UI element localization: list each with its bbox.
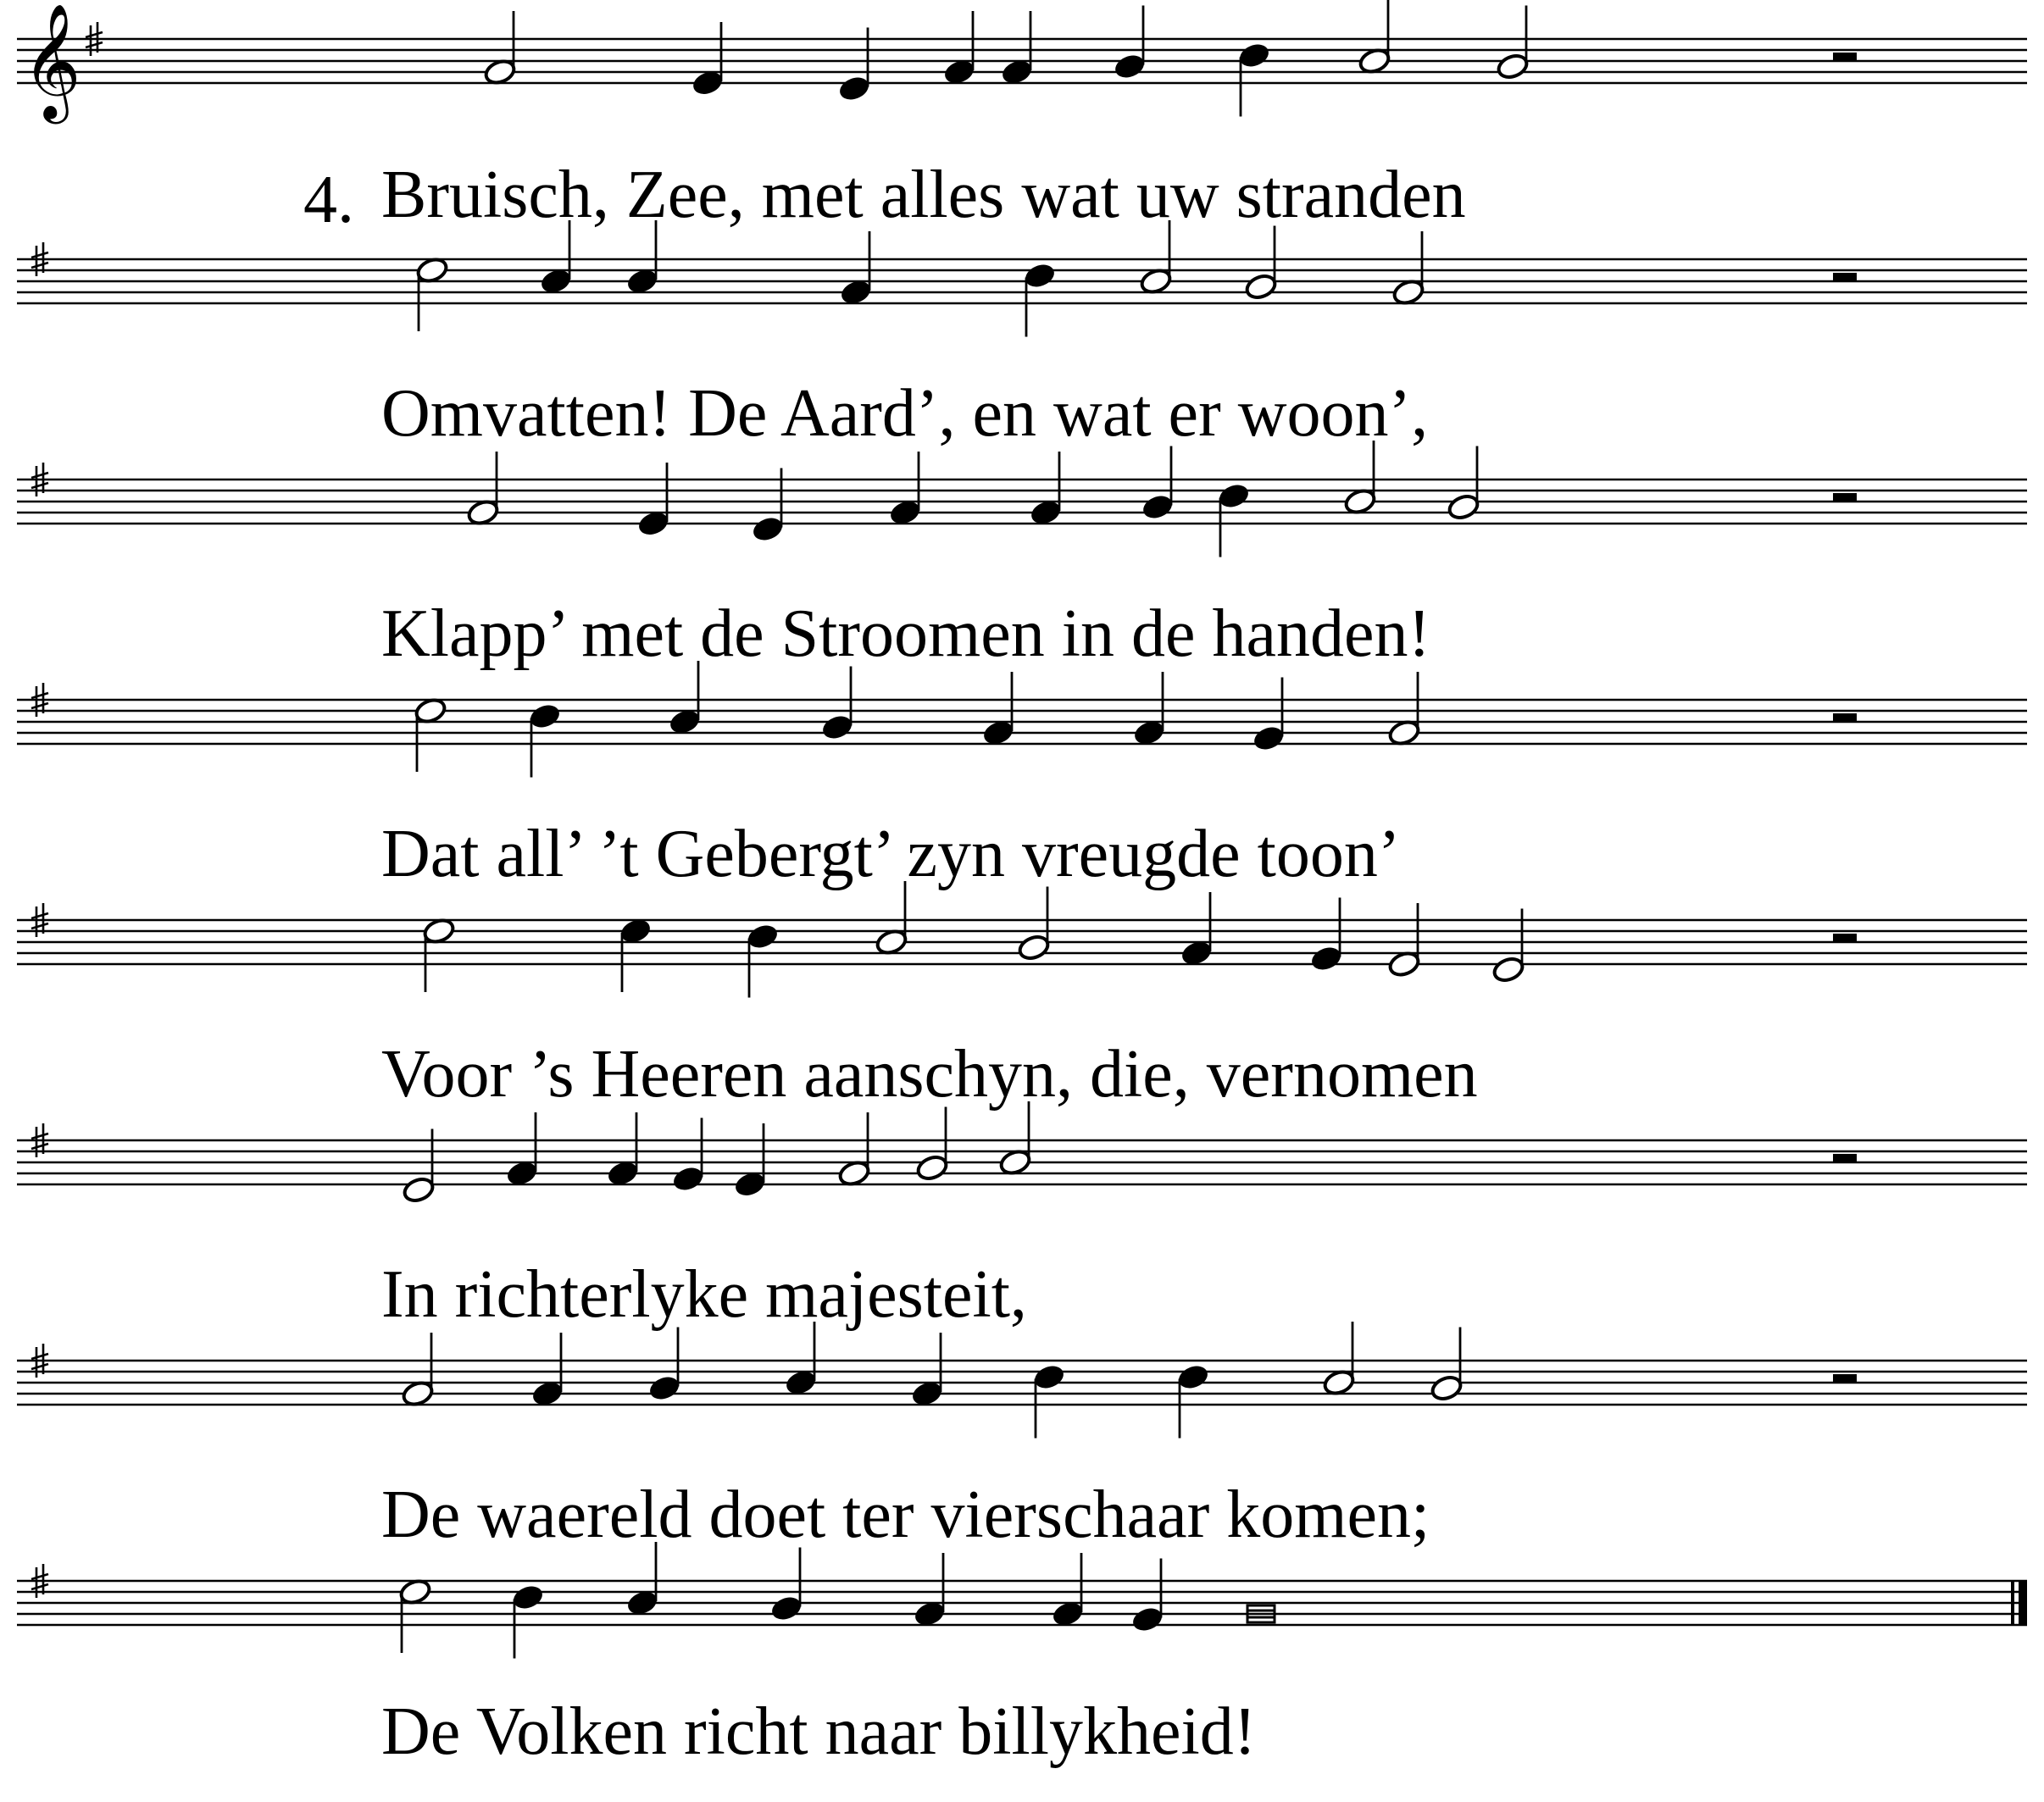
quarter-note [751,514,785,543]
half-note [1496,52,1530,80]
quarter-note [1176,1362,1210,1391]
quarter-note [1130,1605,1164,1633]
quarter-note [1113,52,1147,80]
quarter-note [1032,1362,1066,1391]
quarter-note [1237,41,1271,69]
half-rest-icon [1833,1374,1857,1383]
quarter-note [671,1164,705,1193]
half-note [402,1175,436,1204]
half-rest-icon [1833,934,1857,942]
half-rest-icon [1833,713,1857,722]
half-note [1491,955,1525,984]
half-note [915,1153,949,1182]
half-rest-icon [1833,1154,1857,1162]
lyric-line-5: Voor ’s Heeren aanschyn, die, vernomen [381,1037,1478,1112]
lyric-line-6: In richterlyke majesteit, [381,1257,1027,1332]
quarter-note [1252,724,1286,752]
quarter-note [1217,481,1251,510]
quarter-note [647,1373,681,1402]
lyric-line-2: Omvatten! De Aard’, en wat er woon’, [381,376,1429,451]
half-note [1447,492,1480,521]
lyric-line-7: De waereld doet ter vierschaar komen; [381,1478,1430,1552]
quarter-note [837,74,871,103]
verse-number: 4. [303,163,354,237]
quarter-note [528,701,562,730]
lyric-line-8: De Volken richt naar billykheid! [381,1694,1257,1769]
quarter-note [769,1594,803,1622]
half-rest-icon [1833,53,1857,61]
quarter-note [1023,261,1057,290]
half-rest-icon [1833,493,1857,502]
quarter-note [1309,944,1343,973]
lyric-line-4: Dat all’ ’t Gebergt’ zyn vreugde toon’ [381,817,1401,891]
half-note [1017,933,1051,962]
quarter-note [511,1583,545,1611]
half-note [1430,1373,1464,1402]
treble-clef-icon: 𝄞 [22,2,81,119]
lyric-line-3: Klapp’ met de Stroomen in de handen! [381,596,1431,671]
half-note [1244,272,1278,301]
final-barline-thin [2011,1581,2014,1625]
final-barline-thick [2019,1581,2027,1625]
quarter-note [820,712,854,741]
lyric-line-1: Bruisch, Zee, met alles wat uw stranden [381,158,1466,232]
quarter-note [746,922,780,951]
quarter-note [1141,492,1175,521]
half-rest-icon [1833,273,1857,281]
